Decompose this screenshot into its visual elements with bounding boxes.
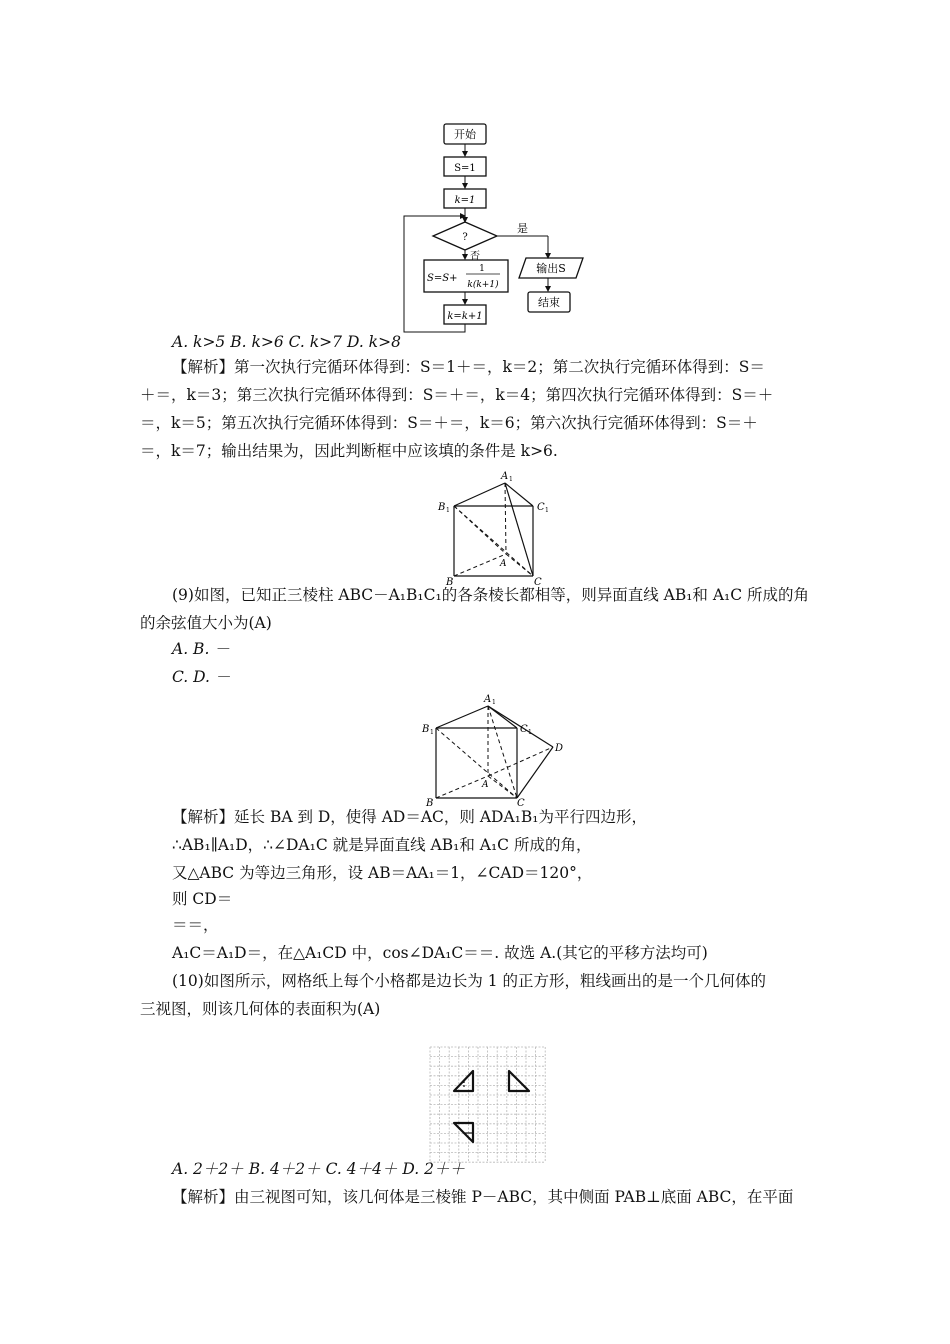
- flow-update-num: 1: [479, 264, 485, 274]
- prism2-label-b: B: [426, 798, 434, 808]
- prism1-label-b: B: [446, 577, 454, 588]
- prism1-label-a1-sub: 1: [509, 476, 513, 483]
- q9-analysis-l4: 则 CD＝: [172, 890, 233, 908]
- flow-update-prefix: S=S+: [427, 273, 458, 284]
- prism-figure-2: [420, 690, 570, 808]
- flow-yes-label: 是: [517, 222, 528, 235]
- flow-s-init-label: S=1: [454, 163, 476, 174]
- q9-analysis-l5: ＝＝，: [172, 916, 219, 934]
- prism-figure-1: [430, 468, 560, 590]
- prism2-label-b1: B: [422, 724, 430, 735]
- prism1-label-c: C: [534, 577, 542, 588]
- prism1-label-b1-sub: 1: [446, 507, 450, 514]
- q8-analysis-l3: ＝，k＝5；第五次执行完循环体得到：S＝＋＝，k＝6；第六次执行完循环体得到：S＝＋: [140, 414, 758, 432]
- side-view: [509, 1071, 529, 1091]
- q9-stem-l1: (9)如图，已知正三棱柱 ABC－A₁B₁C₁的各条棱长都相等，则异面直线 AB₁和 A₁C 所成的角: [172, 586, 810, 604]
- q10-analysis-label: 【解析】: [172, 1188, 235, 1206]
- q8-analysis-text-1: 第一次执行完循环体得到：S＝1＋＝，k＝2；第二次执行完循环体得到：S＝: [234, 358, 765, 376]
- flow-no-label: 否: [470, 251, 480, 262]
- q9-analysis-label: 【解析】: [172, 808, 235, 826]
- prism2-label-a1-sub: 1: [492, 699, 496, 706]
- prism2-label-a1: A: [484, 694, 492, 705]
- flow-update-den: k(k+1): [467, 280, 499, 290]
- prism2-label-c1-sub: 1: [528, 729, 532, 736]
- q9-options-ab: A. B. －: [172, 640, 230, 658]
- q10-analysis-l1: [172, 1186, 793, 1208]
- flow-output-label: 输出S: [536, 262, 566, 275]
- q9-analysis-l1: [172, 806, 647, 828]
- prism2-label-c: C: [517, 798, 525, 808]
- q8-analysis-label: 【解析】: [172, 358, 235, 376]
- flow-condition-label: ?: [462, 232, 468, 243]
- q10-stem-l1: (10)如图所示，网格纸上每个小格都是边长为 1 的正方形，粗线画出的是一个几何体的: [172, 972, 767, 990]
- prism1-label-b1: B: [438, 502, 446, 513]
- prism1-label-c1: C: [537, 502, 545, 513]
- q8-analysis-l2: ＋＝，k＝3；第三次执行完循环体得到：S＝＋＝，k＝4；第四次执行完循环体得到：S＝＋: [140, 386, 774, 404]
- q9-options-cd: C. D. －: [172, 668, 231, 686]
- prism1-label-c1-sub: 1: [545, 507, 549, 514]
- q8-analysis-l4: ＝，k＝7；输出结果为，因此判断框中应该填的条件是 k>6.: [140, 442, 558, 460]
- prism1-label-a: A: [500, 559, 507, 569]
- flow-start-label: 开始: [454, 128, 476, 141]
- three-view-grid-figure: [428, 1045, 556, 1165]
- flowchart-figure: [400, 122, 590, 336]
- q9-analysis-l3: 又△ABC 为等边三角形，设 AB＝AA₁＝1，∠CAD＝120°，: [172, 864, 593, 882]
- q8-analysis-l1: [172, 356, 765, 378]
- q9-analysis-text-1: 延长 BA 到 D，使得 AD＝AC，则 ADA₁B₁为平行四边形，: [234, 808, 647, 826]
- q9-stem-l2: 的余弦值大小为(A): [140, 614, 272, 632]
- flow-k-inc-label: k=k+1: [447, 311, 483, 322]
- q10-options: A. 2＋2＋ B. 4＋2＋ C. 4＋4＋ D. 2＋＋: [172, 1160, 465, 1178]
- q10-analysis-text-1: 由三视图可知，该几何体是三棱锥 P－ABC，其中侧面 PAB⊥底面 ABC，在平面: [234, 1188, 794, 1206]
- q9-analysis-l6: A₁C＝A₁D＝，在△A₁CD 中，cos∠DA₁C＝＝. 故选 A.(其它的平移方法均可): [172, 944, 708, 962]
- q9-analysis-l2: ∴AB₁∥A₁D，∴∠DA₁C 就是异面直线 AB₁和 A₁C 所成的角，: [172, 836, 592, 854]
- flow-k-init-label: k=1: [454, 195, 476, 206]
- q8-options: A. k>5 B. k>6 C. k>7 D. k>8: [172, 333, 401, 351]
- prism2-label-b1-sub: 1: [430, 729, 434, 736]
- prism1-label-a1: A: [501, 471, 509, 482]
- prism2-label-c1: C: [520, 724, 528, 735]
- prism2-label-a: A: [482, 780, 489, 790]
- q10-stem-l2: 三视图，则该几何体的表面积为(A): [140, 1000, 381, 1018]
- flow-end-label: 结束: [538, 296, 560, 309]
- prism2-label-d: D: [555, 743, 564, 754]
